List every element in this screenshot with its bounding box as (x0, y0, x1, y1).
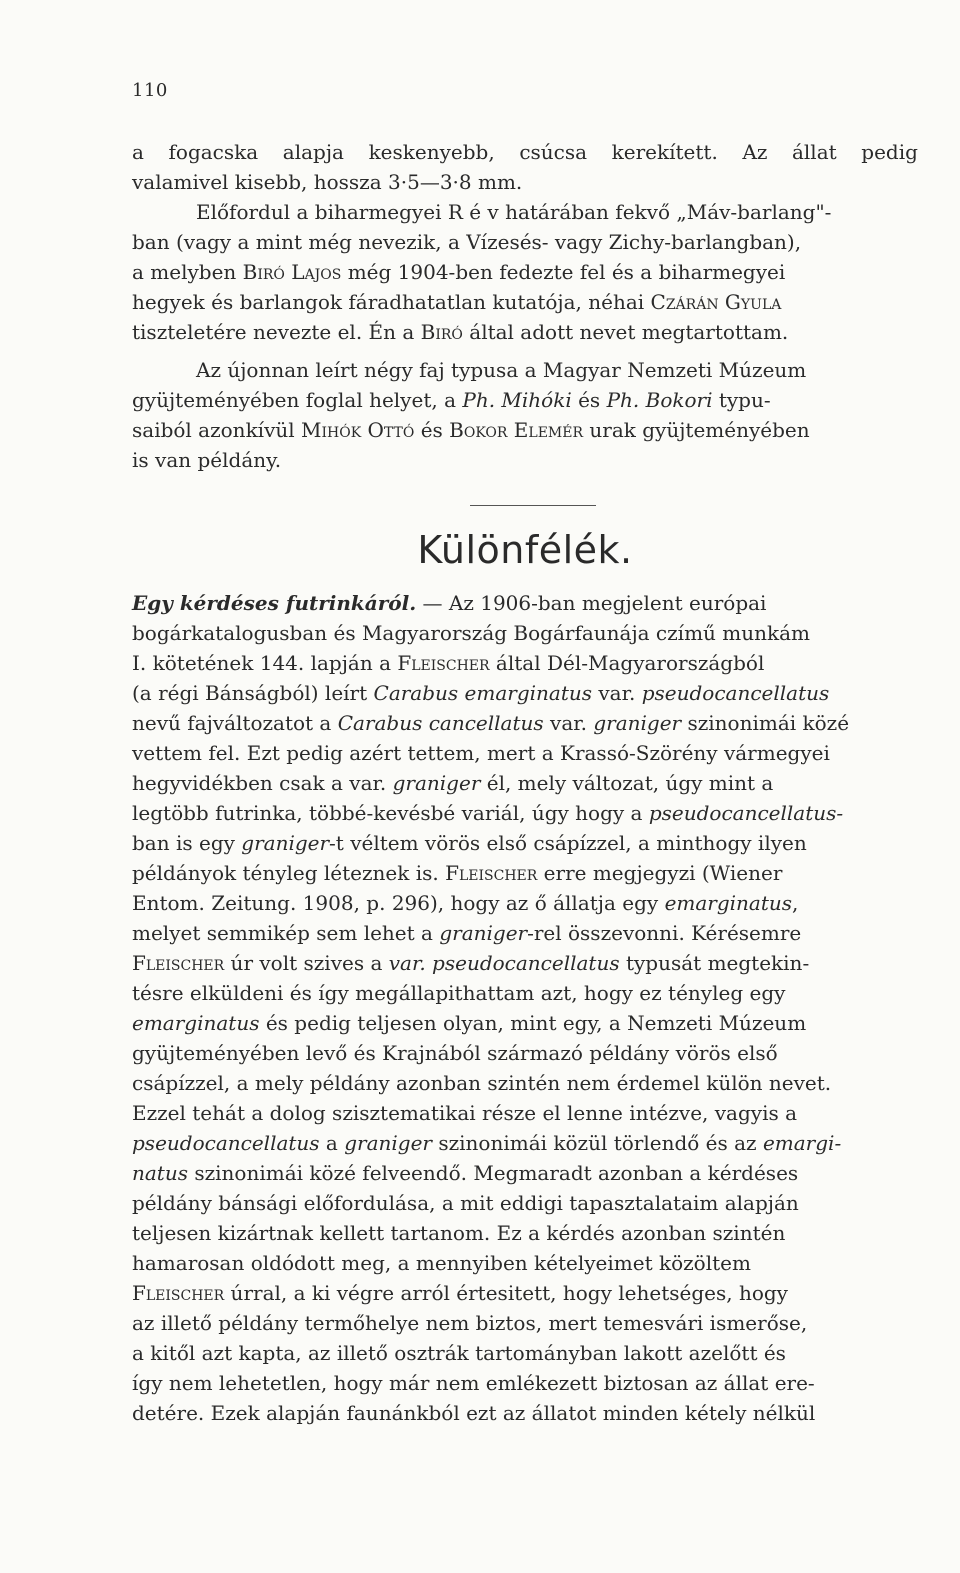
text-line: Entom. Zeitung. 1908, p. 296), hogy az ő állatja egy emarginatus, (132, 891, 799, 915)
text-line (132, 137, 918, 167)
word: fogacska (168, 140, 265, 164)
text-line: tiszteletére nevezte el. Én a Biró által adott nevet megtartottam. (132, 320, 789, 344)
text-line: legtöbb futrinka, többé-kevésbé variál, úgy hogy a pseudocancellatus- (132, 801, 844, 825)
text-line: csápízzel, a mely példány azonban szintén nem érdemel külön nevet. (132, 1071, 832, 1095)
text-line: I. kötetének 144. lapján a Fleischer által Dél-Magyarországból (132, 651, 765, 675)
article (132, 588, 918, 1428)
text-line: melyet semmikép sem lehet a graniger-rel összevonni. Kérésemre (132, 921, 802, 945)
article-heading: Egy kérdéses futrinkáról. (132, 591, 417, 615)
text-line: is van példány. (132, 448, 282, 472)
text-line: emarginatus és pedig teljesen olyan, mint egy, a Nemzeti Múzeum (132, 1011, 807, 1035)
person-name: Biró Lajos (242, 260, 342, 284)
text-line (132, 167, 918, 197)
text-line: teljesen kizártnak kellett tartanom. Ez a kérdés azonban szintén (132, 1221, 786, 1245)
text-line: a melyben Biró Lajos még 1904-ben fedezte fel és a biharmegyei (132, 260, 786, 284)
text-line: az illető példány termőhelye nem biztos, mert temesvári ismerőse, (132, 1311, 808, 1335)
text-line: példány bánsági előfordulása, a mit eddigi tapasztalataim alapján (132, 1191, 799, 1215)
text-line: Fleischer úrral, a ki végre arról értesitett, hogy lehetséges, hogy (132, 1281, 788, 1305)
section-title: Különfélék. (417, 528, 633, 572)
paragraph-3 (132, 355, 918, 475)
text-line: így nem lehetetlen, hogy már nem emlékezett biztosan az állat ere- (132, 1371, 815, 1395)
text-line: hegyvidékben csak a var. graniger él, mely változat, úgy mint a (132, 771, 774, 795)
text-line: Előfordul a biharmegyei R é v határában fekvő „Máv-barlang"- (196, 200, 832, 224)
text-line: detére. Ezek alapján faunánkból ezt az állatot minden kétely nélkül (132, 1401, 816, 1425)
person-name: Biró (420, 320, 463, 344)
word: mm. (478, 170, 523, 194)
text-line: ban is egy graniger-t véltem vörös első csápízzel, a minthogy ilyen (132, 831, 807, 855)
text-line: vettem fel. Ezt pedig azért tettem, mert a Krassó-Szörény vármegyei (132, 741, 830, 765)
text-line: Az újonnan leírt négy faj typusa a Magyar Nemzeti Múzeum (196, 358, 807, 382)
word: alapja (282, 140, 351, 164)
text-line: Fleischer úr volt szives a var. pseudocancellatus typusát megtekin- (132, 951, 810, 975)
text-line: saiból azonkívül Mihók Ottó és Bokor Elemér urak gyüjteményében (132, 418, 810, 442)
text-line: natus szinonimái közé felveendő. Megmaradt azonban a kérdéses (132, 1161, 799, 1185)
word: állat (791, 140, 844, 164)
text-line: hegyek és barlangok fáradhatatlan kutatója, néhai Czárán Gyula (132, 290, 782, 314)
paragraph-2 (132, 197, 918, 347)
text-line: pseudocancellatus a graniger szinonimái közül törlendő és az emargi- (132, 1131, 842, 1155)
word: valamivel (132, 170, 235, 194)
text-line: a kitől azt kapta, az illető osztrák tartományban lakott azelőtt és (132, 1341, 786, 1365)
text-line: Egy kérdéses futrinkáról. — Az 1906-ban megjelent európai (132, 591, 767, 615)
word: pedig (861, 140, 918, 164)
text-line: példányok tényleg léteznek is. Fleischer erre megjegyzi (Wiener (132, 861, 783, 885)
section-divider (470, 505, 596, 506)
word: Az (742, 140, 774, 164)
text-line: nevű fajváltozatot a Carabus cancellatus var. graniger szinonimái közé (132, 711, 850, 735)
text-line: tésre elküldeni és így megállapithattam azt, hogy ez tényleg egy (132, 981, 786, 1005)
word: kerekített. (611, 140, 725, 164)
word: a (132, 140, 151, 164)
text-line: Ezzel tehát a dolog szisztematikai része el lenne intézve, vagyis a (132, 1101, 798, 1125)
text-line: gyüjteményében foglal helyet, a Ph. Mihóki és Ph. Bokori typu- (132, 388, 771, 412)
word: hossza (313, 170, 389, 194)
page-number: 110 (132, 80, 168, 101)
word: kisebb, (234, 170, 314, 194)
paragraph-1 (132, 137, 918, 197)
text-line: bogárkatalogusban és Magyarország Bogárfaunája czímű munkám (132, 621, 811, 645)
word: keskenyebb, (368, 140, 502, 164)
word: csúcsa (519, 140, 594, 164)
text-line: (a régi Bánságból) leírt Carabus emarginatus var. pseudocancellatus (132, 681, 830, 705)
text-line: hamarosan oldódott meg, a mennyiben kételyeimet közöltem (132, 1251, 751, 1275)
text-line: gyüjteményében levő és Krajnából származó példány vörös első (132, 1041, 778, 1065)
word: 3·5—3·8 (388, 170, 478, 194)
person-name: Czárán Gyula (650, 290, 782, 314)
page (132, 80, 918, 1428)
text-line: ban (vagy a mint még nevezik, a Vízesés- vagy Zichy-barlangban), (132, 230, 802, 254)
